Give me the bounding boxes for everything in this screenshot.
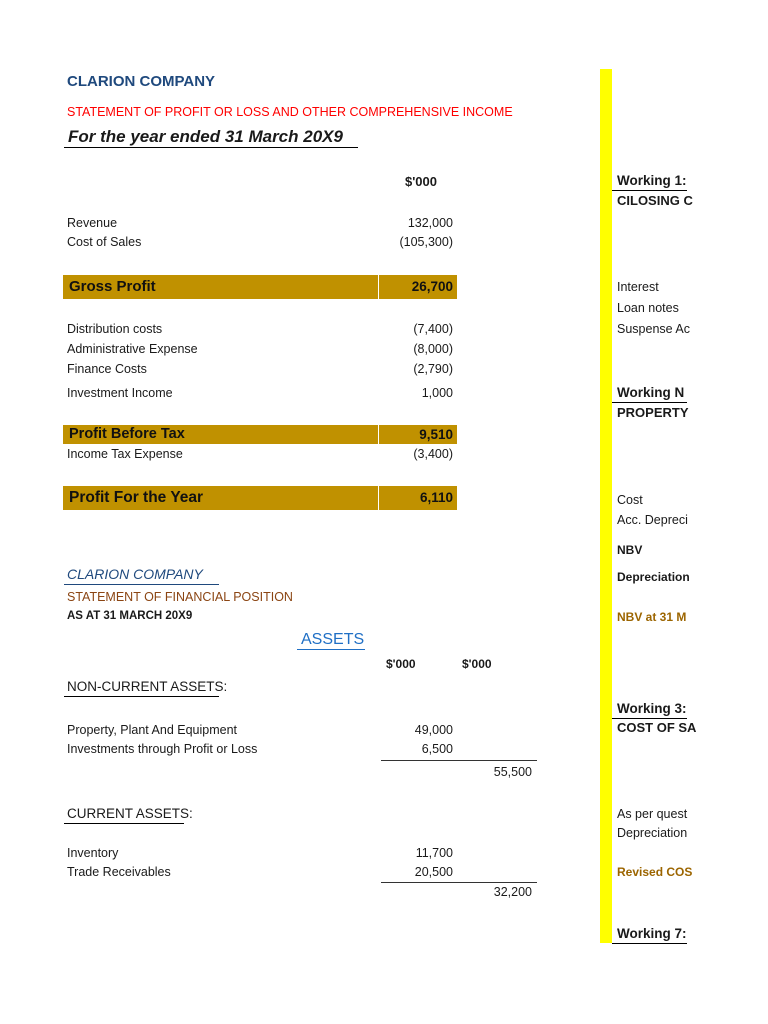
pfy-band [63,486,457,510]
w-nbv: NBV [617,543,643,557]
pbt-label: Profit Before Tax [69,426,185,442]
cos-value: (105,300) [399,235,453,249]
gross-profit-band [63,275,457,299]
nca-title-line [64,678,228,697]
w1-title-line [612,172,687,191]
tax-value: (3,400) [413,447,453,461]
w-acc-dep: Acc. Depreci [617,513,688,527]
cos-label: Cost of Sales [67,235,142,249]
inv-value: 1,000 [421,386,453,400]
ppe-label: Property, Plant And Equipment [67,723,238,737]
w-cost: Cost [617,493,643,507]
fp-heading: STATEMENT OF FINANCIAL POSITION [67,590,293,604]
nca-total: 55,500 [493,765,532,779]
w-revised: Revised COS [617,865,693,879]
w-nbv-31: NBV at 31 M [617,610,687,624]
wn-title-line [612,384,687,403]
w-interest: Interest [617,280,659,294]
w-suspense: Suspense Ac [617,322,690,336]
workings-column [612,0,697,1024]
yellow-divider [600,69,612,943]
trade-label: Trade Receivables [67,865,171,879]
inv-label: Investment Income [67,386,173,400]
w7-title-line [612,925,687,944]
w3-title-line [612,700,687,719]
w1-sub: CILOSING C [617,193,693,208]
inventory-value: 11,700 [415,846,453,860]
gross-profit-label: Gross Profit [69,278,156,295]
tax-label: Income Tax Expense [67,447,183,461]
invest-value: 6,500 [421,742,453,756]
admin-label: Administrative Expense [67,342,198,356]
ca-subtotal-rule [381,882,537,883]
wn-title: Working N [617,385,685,400]
pbt-band [63,425,457,444]
pfy-value: 6,110 [419,490,453,505]
w-loan-notes: Loan notes [617,301,679,315]
fp-as-at: AS AT 31 MARCH 20X9 [67,610,193,622]
fp-col2-header: $'000 [462,657,492,671]
admin-value: (8,000) [413,342,453,356]
band-divider [378,275,379,299]
dist-value: (7,400) [413,322,453,336]
w-depreciation2: Depreciation [617,826,688,840]
pl-heading: STATEMENT OF PROFIT OR LOSS AND OTHER COMPREHENSIVE INCOME [67,105,513,119]
assets-title: ASSETS [301,631,365,648]
inventory-label: Inventory [67,846,119,860]
fin-value: (2,790) [413,362,453,376]
revenue-value: 132,000 [407,216,453,230]
fp-company-line [64,566,219,585]
w-cos-sub: COST OF SA [617,720,697,735]
pl-col-header: $'000 [404,174,437,189]
nca-subtotal-rule [381,760,537,761]
dist-label: Distribution costs [67,322,163,336]
w1-title: Working 1: [617,173,687,188]
invest-label: Investments through Profit or Loss [67,742,258,756]
revenue-label: Revenue [67,216,118,230]
fp-company: CLARION COMPANY [67,566,203,582]
gross-profit-value: 26,700 [411,279,453,294]
assets-title-line [297,631,365,650]
w7-title: Working 7: [617,926,687,941]
ca-total: 32,200 [493,885,532,899]
period-line [64,127,358,148]
w-as-per: As per quest [617,807,688,821]
pbt-value: 9,510 [419,427,453,442]
ca-title-line [64,805,193,824]
period-text: For the year ended 31 March 20X9 [68,127,343,146]
company-title: CLARION COMPANY [67,73,216,90]
band-divider [378,486,379,510]
band-divider [378,425,379,444]
pfy-label: Profit For the Year [69,489,204,506]
trade-value: 20,500 [414,865,453,879]
ppe-value: 49,000 [414,723,453,737]
fp-col1-header: $'000 [386,657,416,671]
w-property: PROPERTY [617,405,689,420]
fin-label: Finance Costs [67,362,147,376]
nca-title: NON-CURRENT ASSETS: [67,679,228,694]
w3-title: Working 3: [617,701,687,716]
w-depreciation: Depreciation [617,570,690,584]
ca-title: CURRENT ASSETS: [67,806,193,821]
